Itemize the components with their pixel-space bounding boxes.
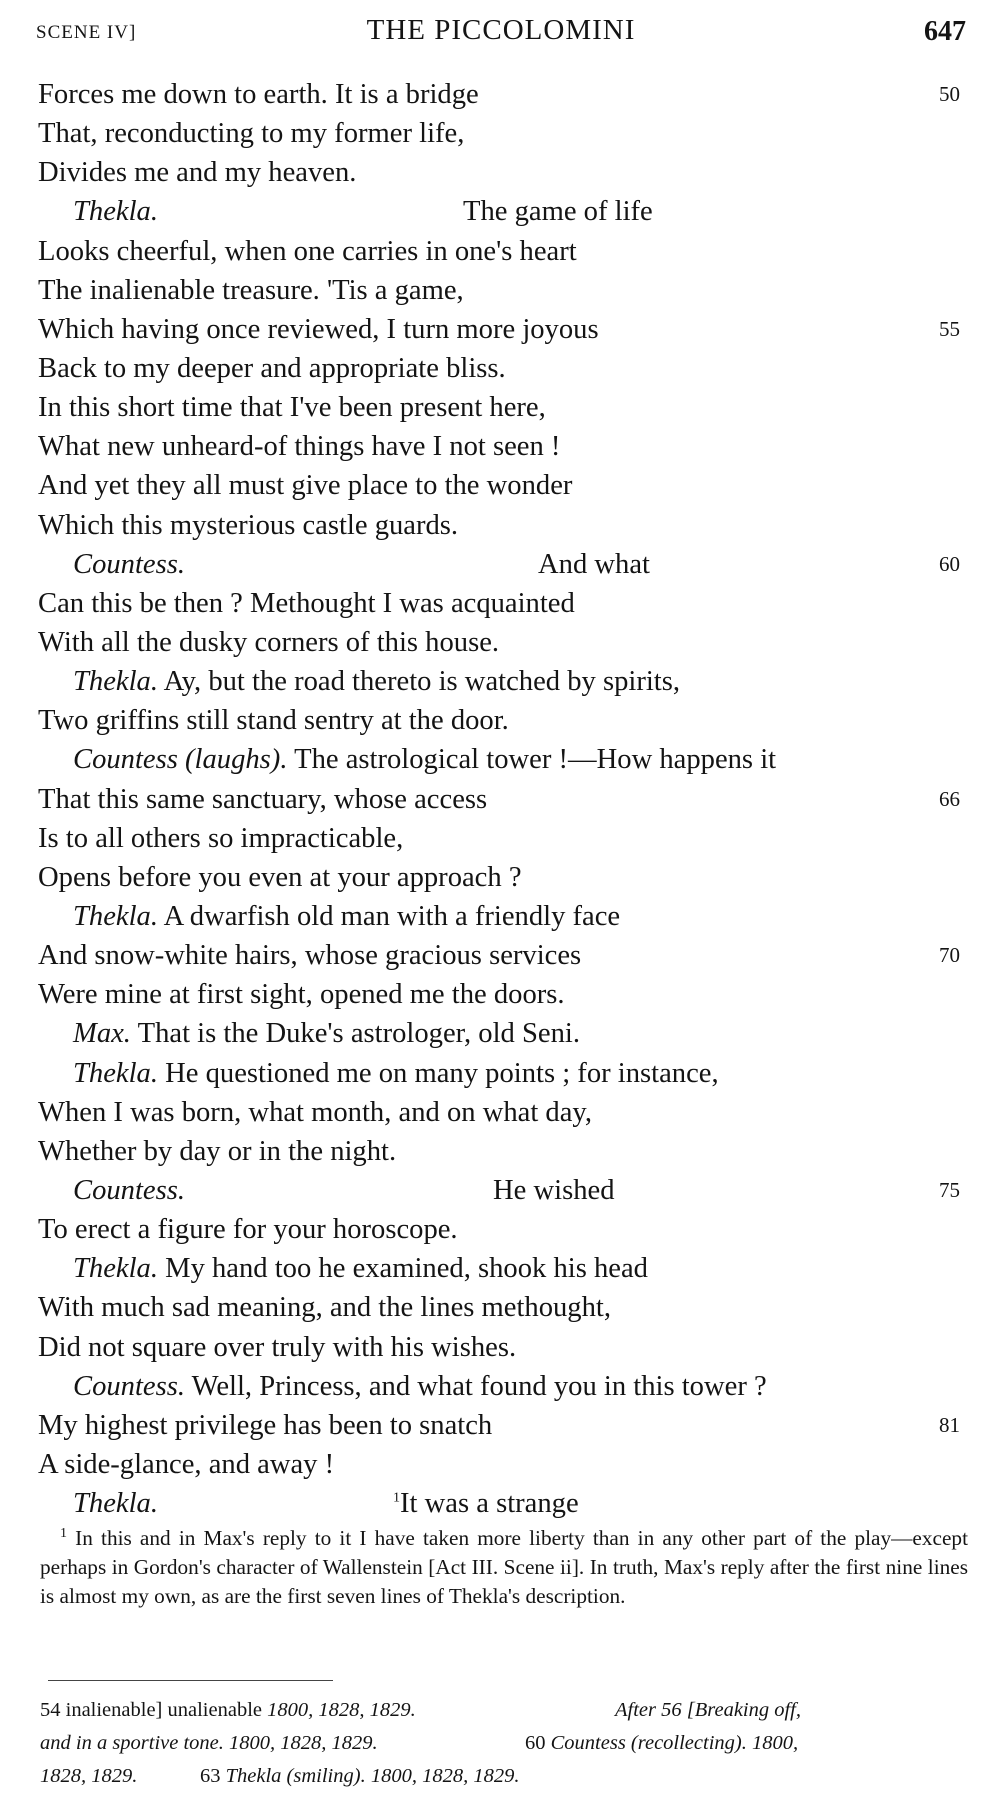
line-text: Whether by day or in the night. <box>38 1135 397 1167</box>
footnote-marker: 1 <box>60 1525 67 1541</box>
speaker-name: Countess. <box>73 548 186 580</box>
notes-divider <box>48 1680 333 1681</box>
line-text: Which having once reviewed, I turn more joyous <box>38 313 599 345</box>
verse-line <box>38 271 968 310</box>
verse-line <box>38 466 968 505</box>
line-text: Back to my deeper and appropriate bliss. <box>38 352 506 384</box>
verse-line <box>38 153 968 192</box>
running-header <box>36 12 966 52</box>
line-text: My hand too he examined, shook his head <box>165 1253 648 1285</box>
line-text: With all the dusky corners of this house. <box>38 626 500 658</box>
verse-line <box>38 623 968 662</box>
notes-row-1: 54 inalienable] unalienable 1800, 1828, 1829. After 56 [Breaking off, <box>40 1699 802 1721</box>
verse-line <box>38 114 968 153</box>
line-text: And what <box>538 548 650 580</box>
line-text: Divides me and my heaven. <box>38 157 357 189</box>
line-text: And snow-white hairs, whose gracious services <box>38 940 582 972</box>
verse-line <box>38 1249 968 1288</box>
page-number: 647 <box>924 16 966 47</box>
line-text: He wished <box>493 1174 615 1206</box>
speaker-name: Countess. <box>73 1370 186 1402</box>
verse-line <box>38 1054 968 1093</box>
line-text: It was a strange <box>400 1488 579 1520</box>
textual-notes <box>40 1694 968 1793</box>
note-ref: 54 inalienable] <box>40 1699 163 1721</box>
line-text: The inalienable treasure. 'Tis a game, <box>38 274 464 306</box>
verse-line <box>38 701 968 740</box>
verse-line <box>38 897 968 936</box>
line-text: Well, Princess, and what found you in this tower ? <box>191 1370 767 1402</box>
line-text: The astrological tower !—How happens it <box>294 744 777 776</box>
note-ref: 60 <box>525 1732 546 1754</box>
line-text: That, reconducting to my former life, <box>38 118 465 150</box>
line-text: When I was born, what month, and on what day, <box>38 1096 593 1128</box>
note-editions: 1800, 1828, 1829. <box>370 1765 520 1787</box>
verse-line <box>38 1445 968 1484</box>
verse-line <box>38 1328 968 1367</box>
verse-line <box>38 545 968 584</box>
verse-line <box>38 1406 968 1445</box>
verse-line <box>38 1093 968 1132</box>
line-text: Did not square over truly with his wishes. <box>38 1331 517 1363</box>
verse-line <box>38 975 968 1014</box>
verse-line <box>38 662 968 701</box>
footnote <box>40 1524 968 1611</box>
line-text: And yet they all must give place to the wonder <box>38 470 573 502</box>
line-text: Which this mysterious castle guards. <box>38 509 459 541</box>
running-title: THE PICCOLOMINI <box>366 14 636 46</box>
verse-line <box>38 819 968 858</box>
line-text: Opens before you even at your approach ? <box>38 861 522 893</box>
line-number: 75 <box>939 1177 960 1202</box>
verse-line <box>38 427 968 466</box>
line-text: He questioned me on many points ; for instance, <box>165 1057 719 1089</box>
speaker-name: Thekla. <box>73 1253 158 1285</box>
line-text: Were mine at first sight, opened me the doors. <box>38 979 565 1011</box>
speaker-name: Thekla. <box>73 666 158 698</box>
line-number: 81 <box>939 1412 960 1437</box>
speaker-name: Thekla. <box>73 196 158 228</box>
note-editions: 1800, 1828, 1829. <box>267 1699 416 1721</box>
speaker-name: Thekla. <box>73 900 158 932</box>
footnote-text: In this and in Max's reply to it I have taken more liberty than in any other part of the play—except perhaps in Gordon's character of Wallenstein [Act III. Scene ii]. In truth, Max's reply after the first nine lines is almost my own, as are the first seven lines of Thekla's description. <box>40 1526 968 1608</box>
speaker-name: Countess <box>73 744 178 776</box>
line-text: Looks cheerful, when one carries in one's heart <box>38 235 577 267</box>
note-variant: unalienable <box>167 1699 262 1721</box>
notes-row-3: 1828, 1829. 63 Thekla (smiling). 1800, 1828, 1829. <box>40 1765 520 1787</box>
line-text: That this same sanctuary, whose access <box>38 783 488 815</box>
note-editions: 1800, 1828, 1829. <box>229 1732 378 1754</box>
footnote-reference: 1 <box>393 1490 400 1506</box>
scene-label: SCENE IV] <box>36 22 137 43</box>
speaker-name: Thekla. <box>73 1488 158 1520</box>
verse-line <box>38 1132 968 1171</box>
line-text: With much sad meaning, and the lines methought, <box>38 1292 611 1324</box>
line-text: What new unheard-of things have I not seen ! <box>38 431 561 463</box>
line-text: That is the Duke's astrologer, old Seni. <box>137 1018 580 1050</box>
verse-line <box>38 1171 968 1210</box>
line-text: Is to all others so impracticable, <box>38 822 404 854</box>
verse-line <box>38 1484 968 1523</box>
line-text: Forces me down to earth. It is a bridge <box>38 79 479 110</box>
note-variant: Countess (recollecting). <box>550 1732 747 1754</box>
line-number: 60 <box>939 551 960 576</box>
line-number: 50 <box>939 82 960 106</box>
note-variant: Thekla (smiling). <box>225 1765 366 1787</box>
verse-line <box>38 349 968 388</box>
line-text: A side-glance, and away ! <box>38 1448 335 1480</box>
notes-row-2: and in a sportive tone. 1800, 1828, 1829. 60 Countess (recollecting). 1800, <box>40 1732 799 1754</box>
speaker-name: Countess. <box>73 1174 186 1206</box>
note-ref: 63 <box>200 1765 221 1787</box>
verse-line <box>38 1014 968 1053</box>
speaker-name: Max. <box>73 1018 131 1050</box>
verse-line <box>38 584 968 623</box>
line-number: 66 <box>939 786 960 811</box>
verse-line <box>38 388 968 427</box>
verse-line <box>38 780 968 819</box>
verse-line <box>38 310 968 349</box>
line-text: A dwarfish old man with a friendly face <box>163 900 621 932</box>
verse-line <box>38 232 968 271</box>
line-text: Can this be then ? Methought I was acquainted <box>38 587 575 619</box>
verse-text <box>38 75 968 1523</box>
line-text: The game of life <box>463 196 653 228</box>
verse-line <box>38 1288 968 1327</box>
verse-line <box>38 858 968 897</box>
verse-line <box>38 506 968 545</box>
line-number: 70 <box>939 943 960 968</box>
stage-direction: (laughs). <box>185 744 288 776</box>
speaker-name: Thekla. <box>73 1057 158 1089</box>
line-text: Two griffins still stand sentry at the door. <box>38 705 509 737</box>
line-text: In this short time that I've been present here, <box>38 392 546 424</box>
line-text: Ay, but the road thereto is watched by spirits, <box>163 666 681 698</box>
verse-line <box>38 1210 968 1249</box>
line-text: My highest privilege has been to snatch <box>38 1409 493 1441</box>
line-number: 55 <box>939 316 960 341</box>
verse-line <box>38 936 968 975</box>
verse-line <box>38 192 968 231</box>
verse-line <box>38 740 968 779</box>
line-text: To erect a figure for your horoscope. <box>38 1214 458 1246</box>
verse-line <box>38 1367 968 1406</box>
note-ref: After 56 <box>615 1699 682 1721</box>
verse-line <box>38 75 968 114</box>
